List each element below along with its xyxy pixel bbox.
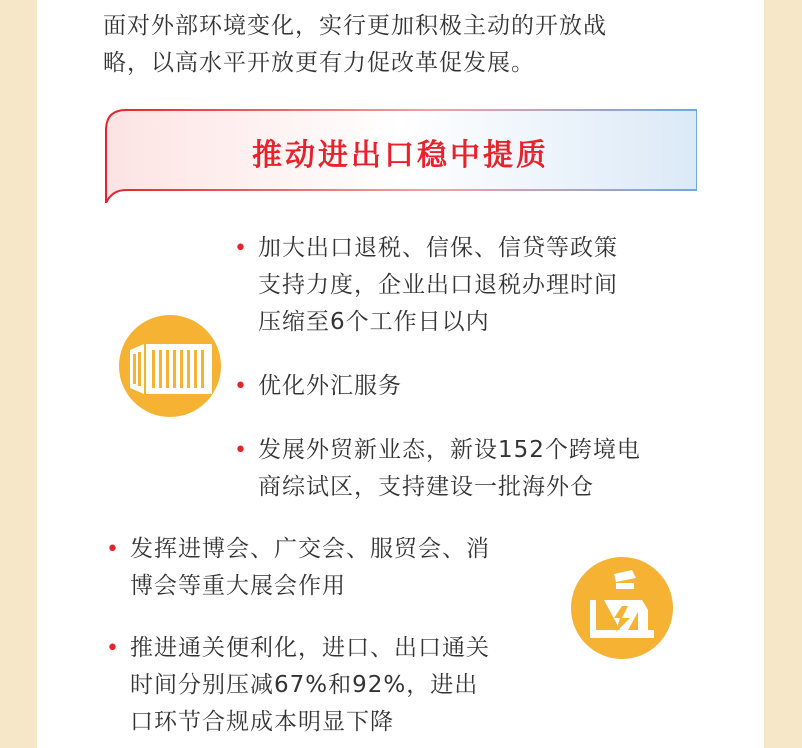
list-item bbox=[234, 432, 708, 506]
list-item-line: 商综试区，支持建设一批海外仓 bbox=[258, 474, 594, 500]
list-item-line: 博会等重大展会作用 bbox=[130, 573, 346, 599]
list-item-line: 口环节合规成本明显下降 bbox=[130, 709, 394, 735]
list-item-line: 时间分别压减67%和92%，进出 bbox=[130, 672, 479, 698]
list-item-line: 压缩至6个工作日以内 bbox=[258, 309, 490, 335]
list-item-line: 发展外贸新业态，新设152个跨境电 bbox=[258, 437, 641, 463]
list-item bbox=[106, 531, 560, 605]
intro-line-1: 面对外部环境变化，实行更加积极主动的开放战 bbox=[103, 13, 607, 39]
list-item-line: 发挥进博会、广交会、服贸会、消 bbox=[130, 536, 490, 562]
intro-line-2: 略，以高水平开放更有力促改革促发展。 bbox=[103, 50, 535, 76]
list-item-line: 加大出口退税、信保、信贷等政策 bbox=[258, 235, 618, 261]
list-item bbox=[234, 230, 708, 341]
list-item-line: 优化外汇服务 bbox=[258, 373, 402, 399]
bullet-dot: • bbox=[106, 636, 120, 661]
customs-officer-icon bbox=[570, 556, 674, 664]
list-item bbox=[106, 630, 560, 741]
list-item-line: 推进通关便利化，进口、出口通关 bbox=[130, 635, 490, 661]
banner-title: 推动进出口稳中提质 bbox=[252, 138, 549, 173]
section-banner bbox=[104, 108, 697, 203]
bullet-dot: • bbox=[234, 236, 248, 261]
bullet-dot: • bbox=[106, 537, 120, 562]
list-item-line: 支持力度，企业出口退税办理时间 bbox=[258, 272, 618, 298]
bullet-dot: • bbox=[234, 438, 248, 463]
list-item bbox=[234, 368, 708, 405]
shipping-container-icon bbox=[118, 314, 222, 422]
bullet-dot: • bbox=[234, 374, 248, 399]
intro-paragraph bbox=[103, 8, 703, 82]
